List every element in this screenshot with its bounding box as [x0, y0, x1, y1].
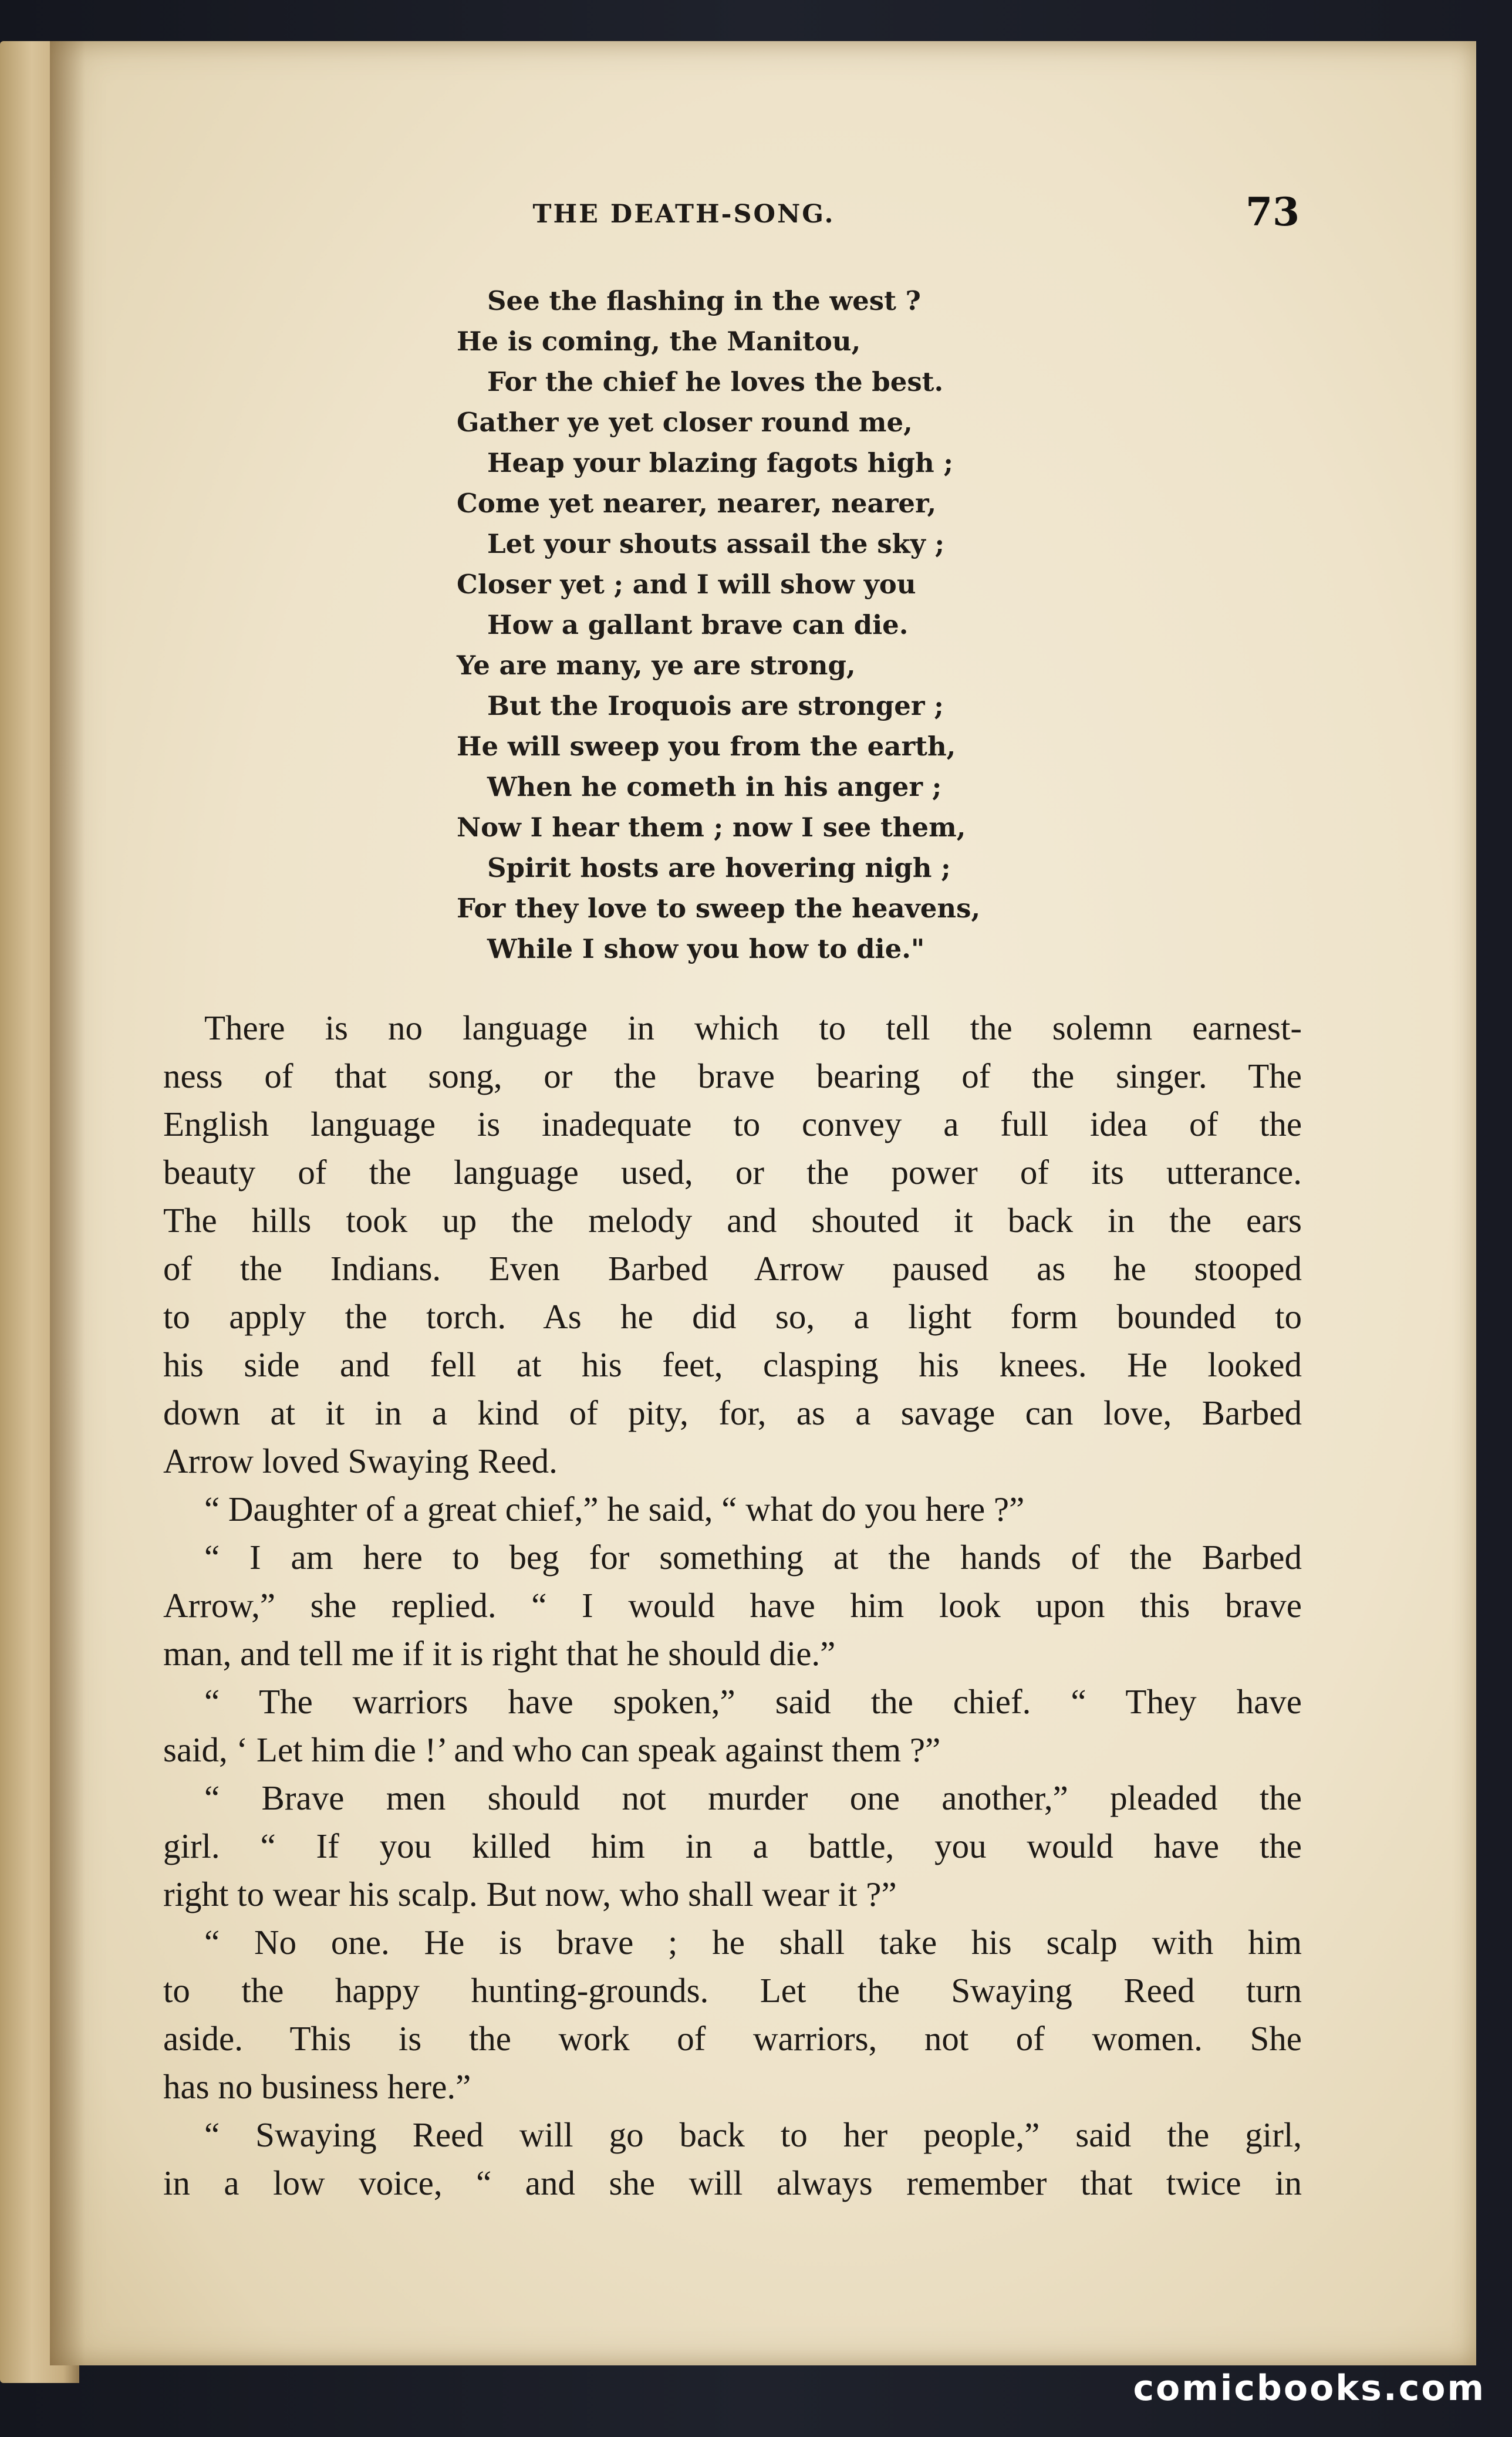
text-line: has no business here.”: [163, 2067, 471, 2106]
text-line: “ No one. He is brave ; he shall take his scalp with him: [204, 1923, 1302, 1962]
poem-line: He is coming, the Manitou,: [457, 326, 861, 357]
text-line: man, and tell me if it is right that he should die.”: [163, 1634, 836, 1673]
poem-line: While I show you how to die.": [487, 933, 925, 964]
poem-line: How a gallant brave can die.: [487, 609, 909, 640]
text-line: Arrow loved Swaying Reed.: [163, 1442, 558, 1480]
text-line: right to wear his scalp. But now, who shall wear it ?”: [163, 1875, 897, 1913]
page-number: 73: [1246, 189, 1300, 235]
text-line: English language is inadequate to convey a full idea of the: [163, 1105, 1302, 1143]
text-line: “ Swaying Reed will go back to her people,” said the girl,: [204, 2115, 1302, 2154]
running-title: THE DEATH-SONG.: [532, 200, 835, 229]
text-line: The hills took up the melody and shouted it back in the ears: [163, 1201, 1302, 1240]
text-line: girl. “ If you killed him in a battle, you would have the: [163, 1827, 1302, 1865]
text-line: in a low voice, “ and she will always remember that twice in: [163, 2163, 1302, 2202]
text-line: ness of that song, or the brave bearing of the singer. The: [163, 1057, 1302, 1095]
text-line: Arrow,” she replied. “ I would have him look upon this brave: [163, 1586, 1302, 1625]
poem-line: Closer yet ; and I will show you: [457, 569, 916, 600]
prose-body: [163, 1004, 1302, 2207]
poem-line: Now I hear them ; now I see them,: [457, 812, 966, 843]
poem-line: For they love to sweep the heavens,: [457, 893, 981, 924]
text-line: There is no language in which to tell the solemn earnest-: [204, 1008, 1302, 1047]
text-line: “ Brave men should not murder one another,” pleaded the: [204, 1778, 1302, 1817]
poem-line: Come yet nearer, nearer, nearer,: [457, 488, 937, 519]
text-line: “ The warriors have spoken,” said the chief. “ They have: [204, 1682, 1302, 1721]
poem-line: Let your shouts assail the sky ;: [487, 528, 945, 559]
poem-stanza: [457, 281, 1161, 969]
text-line: aside. This is the work of warriors, not of women. She: [163, 2019, 1302, 2058]
poem-line: But the Iroquois are stronger ;: [487, 690, 944, 721]
text-line: down at it in a kind of pity, for, as a savage can love, Barbed: [163, 1393, 1302, 1432]
poem-line: See the flashing in the west ?: [487, 285, 921, 316]
site-watermark: comicbooks.com: [1133, 2368, 1486, 2409]
text-line: his side and fell at his feet, clasping his knees. He looked: [163, 1345, 1302, 1384]
poem-line: Ye are many, ye are strong,: [457, 650, 856, 681]
poem-line: Heap your blazing fagots high ;: [487, 447, 953, 478]
text-line: beauty of the language used, or the power of its utterance.: [163, 1153, 1302, 1192]
gutter-shadow: [50, 41, 85, 2365]
page-header: [0, 158, 1512, 235]
text-line: of the Indians. Even Barbed Arrow paused as he stooped: [163, 1249, 1302, 1288]
poem-line: When he cometh in his anger ;: [487, 771, 942, 802]
poem-line: For the chief he loves the best.: [487, 366, 944, 397]
poem-line: Gather ye yet closer round me,: [457, 407, 913, 438]
poem-line: He will sweep you from the earth,: [457, 731, 956, 762]
text-line: to apply the torch. As he did so, a light form bounded to: [163, 1297, 1302, 1336]
text-line: “ Daughter of a great chief,” he said, “ what do you here ?”: [204, 1490, 1025, 1528]
text-line: “ I am here to beg for something at the hands of the Barbed: [204, 1538, 1302, 1577]
poem-line: Spirit hosts are hovering nigh ;: [487, 852, 951, 883]
text-line: to the happy hunting-grounds. Let the Swaying Reed turn: [163, 1971, 1302, 2010]
text-line: said, ‘ Let him die !’ and who can speak against them ?”: [163, 1730, 941, 1769]
